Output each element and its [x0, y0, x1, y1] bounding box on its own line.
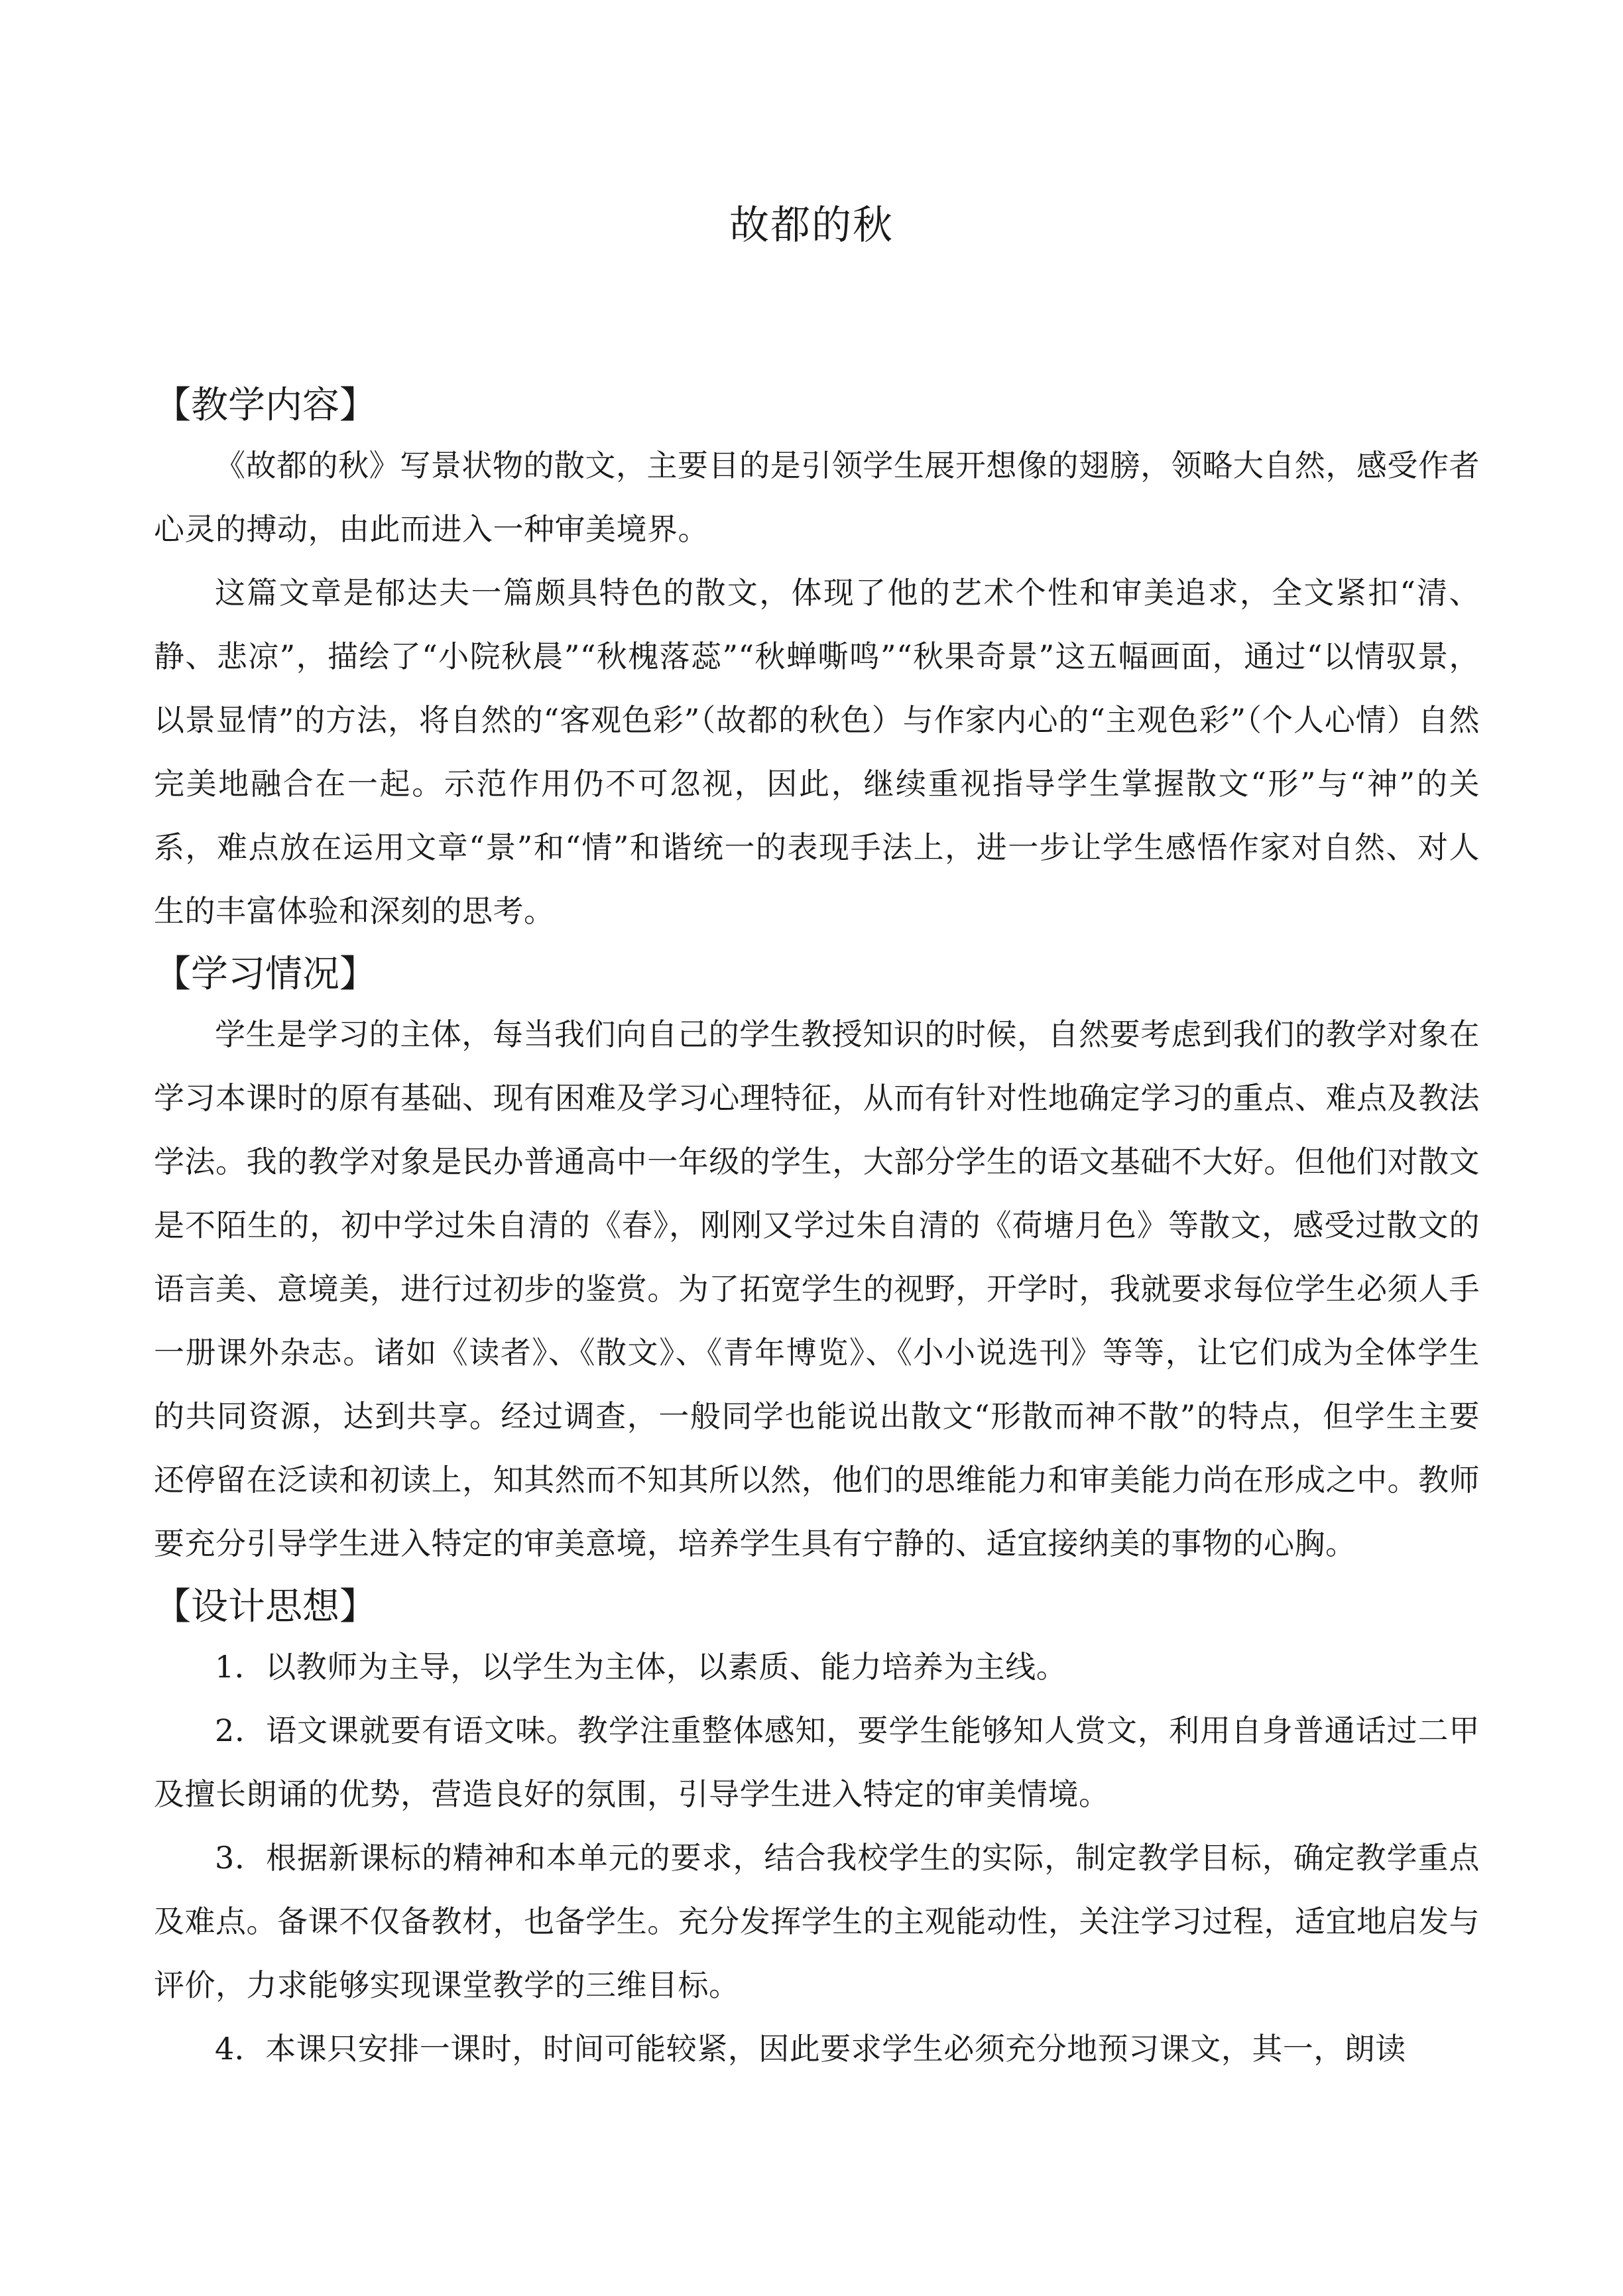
paragraph: 《故都的秋》写景状物的散文，主要目的是引领学生展开想像的翅膀，领略大自然，感受作者心灵的搏动，由此而进入一种审美境界。	[154, 448, 1480, 547]
document-title: 故都的秋	[729, 202, 894, 249]
numbered-paragraph: 4．本课只安排一课时，时间可能较紧，因此要求学生必须充分地预习课文，其一，朗读	[215, 2031, 1406, 2067]
section-design-ideas	[154, 1579, 1480, 2081]
paragraph: 学生是学习的主体，每当我们向自己的学生教授知识的时候，自然要考虑到我们的教学对象在学习本课时的原有基础、现有困难及学习心理特征，从而有针对性地确定学习的重点、难点及教法学法。我的教学对象是民办普通高中一年级的学生，大部分学生的语文基础不大好。但他们对散文是不陌生的，初中学过朱自清的《春》，刚刚又学过朱自清的《荷塘月色》等散文，感受过散文的语言美、意境美，进行过初步的鉴赏。为了拓宽学生的视野，开学时，我就要求每位学生必须人手一册课外杂志。诸如《读者》、《散文》、《青年博览》、《小小说选刊》等等，让它们成为全体学生的共同资源，达到共享。经过调查，一般同学也能说出散文“形散而神不散”的特点，但学生主要还停留在泛读和初读上，知其然而不知其所以然，他们的思维能力和审美能力尚在形成之中。教师要充分引导学生进入特定的审美意境，培养学生具有宁静的、适宜接纳美的事物的心胸。	[154, 1016, 1480, 1561]
numbered-paragraph: 3．根据新课标的精神和本单元的要求，结合我校学生的实际，制定教学目标，确定教学重点及难点。备课不仅备教材，也备学生。充分发挥学生的主观能动性，关注学习过程，适宜地启发与评价，力求能够实现课堂教学的三维目标。	[154, 1840, 1480, 2003]
section-heading: 【教学内容】	[154, 384, 377, 427]
section-teaching-content	[154, 378, 1480, 943]
numbered-paragraph: 1．以教师为主导，以学生为主体，以素质、能力培养为主线。	[215, 1649, 1067, 1685]
section-heading: 【设计思想】	[154, 1585, 377, 1628]
section-heading: 【学习情况】	[154, 953, 377, 996]
paragraph: 这篇文章是郁达夫一篇颇具特色的散文，体现了他的艺术个性和审美追求，全文紧扣“清、静、悲凉”，描绘了“小院秋晨”“秋槐落蕊”“秋蝉嘶鸣”“秋果奇景”这五幅画面，通过“以情驭景，以景显情”的方法，将自然的“客观色彩”（故都的秋色）与作家内心的“主观色彩”（个人心情）自然完美地融合在一起。示范作用仍不可忽视，因此，继续重视指导学生掌握散文“形”与“神”的关系，难点放在运用文章“景”和“情”和谐统一的表现手法上，进一步让学生感悟作家对自然、对人生的丰富体验和深刻的思考。	[154, 575, 1480, 929]
section-learning-situation	[154, 947, 1480, 1575]
numbered-paragraph: 2．语文课就要有语文味。教学注重整体感知，要学生能够知人赏文，利用自身普通话过二甲及擅长朗诵的优势，营造良好的氛围，引导学生进入特定的审美情境。	[154, 1713, 1480, 1812]
document-body	[154, 378, 1480, 2081]
